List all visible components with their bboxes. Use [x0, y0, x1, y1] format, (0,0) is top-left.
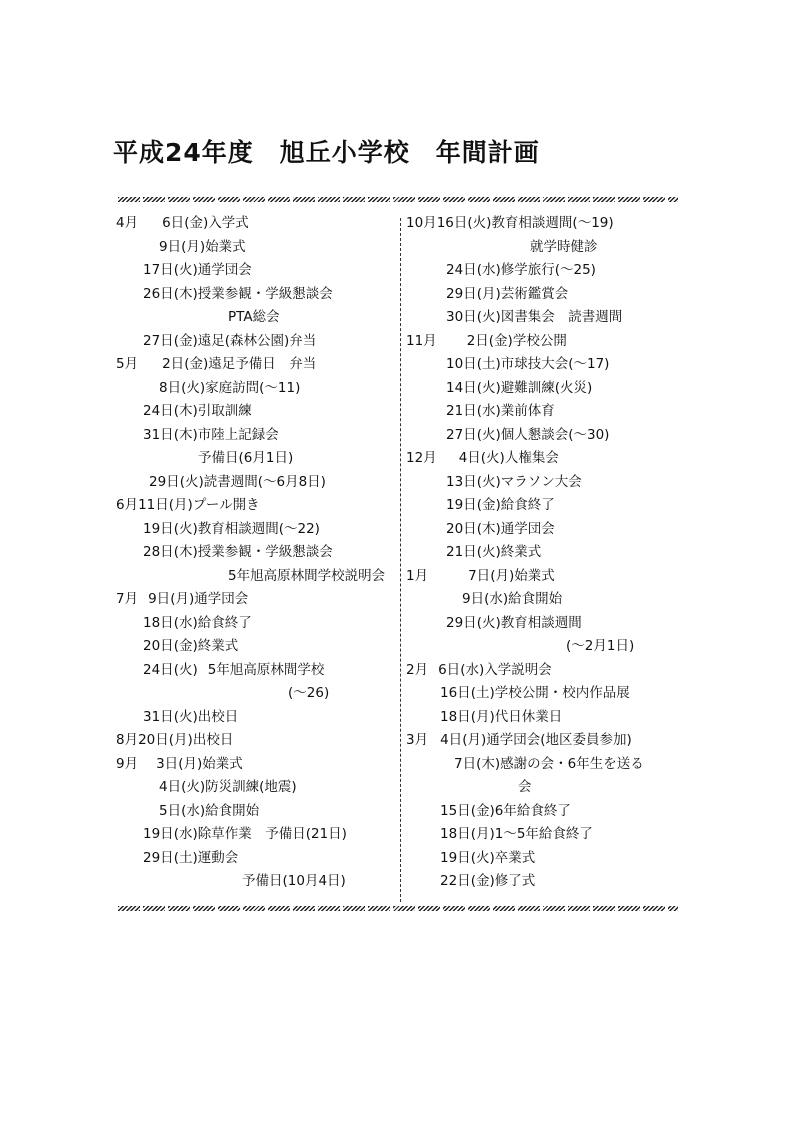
event: 終業式	[500, 544, 542, 560]
event: 代日休業日	[494, 708, 563, 725]
day: 4日	[440, 732, 463, 748]
schedule-line	[406, 212, 614, 236]
event: マラソン大会	[500, 473, 582, 490]
day: 31日	[143, 426, 174, 443]
schedule-line	[406, 447, 559, 471]
event: 始業式	[205, 238, 246, 255]
schedule-line	[143, 659, 324, 683]
day: 10日	[446, 356, 477, 372]
day: 29日	[149, 473, 180, 490]
day: 2日	[162, 356, 185, 372]
weekday: (火)	[467, 215, 492, 231]
event: 教育相談週間(～22)	[197, 520, 320, 537]
weekday: (月)	[181, 238, 206, 255]
schedule-line	[143, 330, 316, 354]
month: 10月	[406, 215, 437, 231]
event: (～26)	[288, 685, 330, 701]
day: 29日	[446, 285, 477, 302]
schedule-line	[406, 565, 555, 589]
event: 5年旭高原林間学校	[207, 661, 325, 678]
schedule-line	[228, 306, 280, 330]
day: 18日	[440, 826, 471, 842]
month: 11月	[406, 332, 437, 349]
day: 18日	[143, 614, 174, 631]
day: 30日	[446, 309, 477, 325]
event: 業前体育	[500, 403, 555, 419]
schedule-line	[143, 400, 252, 424]
schedule-line	[440, 847, 535, 871]
weekday: (水)	[181, 802, 206, 819]
event: 通学団会	[197, 262, 252, 278]
schedule-line	[530, 236, 598, 260]
event: 就学時健診	[530, 238, 598, 255]
weekday: (月)	[462, 732, 487, 748]
month: 3月	[406, 732, 429, 748]
weekday: (月)	[490, 567, 515, 584]
event: 図書集会 読書週間	[500, 309, 623, 325]
event: 家庭訪問(～11)	[205, 379, 301, 396]
schedule-line	[143, 541, 333, 565]
day: 24日	[143, 403, 174, 419]
event: 人権集会	[504, 450, 559, 466]
event: 修了式	[494, 873, 536, 889]
weekday: (火)	[173, 262, 198, 278]
day: 19日	[143, 520, 174, 537]
day: 7日	[468, 567, 491, 584]
weekday: (月)	[168, 497, 193, 513]
month: 8月	[116, 732, 139, 748]
event: 教育相談週間(～19)	[491, 215, 614, 231]
weekday: (木)	[173, 426, 198, 443]
day: 7日	[454, 755, 477, 772]
day: 14日	[446, 379, 477, 396]
weekday: (火)	[476, 473, 501, 490]
schedule-line	[406, 729, 632, 753]
day: 19日	[446, 497, 477, 513]
weekday: (火)	[476, 426, 501, 443]
event: 給食終了	[500, 497, 555, 513]
schedule-line	[440, 800, 571, 824]
month: 1月	[406, 567, 429, 584]
weekday: (火)	[476, 309, 501, 325]
event: 出校日	[192, 732, 234, 748]
schedule-line	[446, 377, 592, 401]
day: 20日	[138, 732, 169, 748]
day: 21日	[446, 544, 477, 560]
event: 遠足(森林公園)弁当	[197, 332, 317, 349]
event: 始業式	[202, 755, 243, 772]
weekday: (火)	[179, 473, 204, 490]
weekday: (火)	[476, 614, 501, 631]
day: 17日	[143, 262, 174, 278]
page-title: 平成24年度 旭丘小学校 年間計画	[113, 138, 540, 167]
schedule-line	[143, 847, 238, 871]
event: 学校公開	[512, 332, 567, 349]
event: (～2月1日)	[566, 638, 635, 654]
day: 6日	[162, 215, 185, 231]
schedule-line	[116, 753, 243, 777]
event: プール開き	[192, 497, 260, 513]
weekday: (水)	[173, 614, 198, 631]
day: 26日	[143, 285, 174, 302]
event: 予備日(10月4日)	[242, 873, 346, 889]
event: 授業参観・学級懇談会	[197, 544, 333, 560]
day: 6日	[438, 661, 461, 678]
day: 18日	[440, 708, 471, 725]
schedule-line	[446, 259, 596, 283]
weekday: (木)	[476, 520, 501, 537]
weekday: (木)	[173, 544, 198, 560]
schedule-line	[116, 588, 248, 612]
schedule-line	[406, 659, 552, 683]
month: 6月	[116, 497, 139, 513]
day: 9日	[159, 238, 182, 255]
event: 市球技大会(～17)	[500, 356, 610, 372]
weekday: (火)	[173, 661, 198, 678]
event: 遠足予備日 弁当	[208, 356, 317, 372]
schedule-line	[159, 377, 300, 401]
day: 9日	[462, 591, 485, 607]
day: 3日	[156, 755, 179, 772]
weekday: (木)	[173, 285, 198, 302]
schedule-line	[446, 612, 582, 636]
weekday: (金)	[470, 802, 495, 819]
day: 16日	[440, 685, 471, 701]
schedule-line	[242, 870, 346, 894]
month: 5月	[116, 356, 139, 372]
weekday: (土)	[470, 685, 495, 701]
event: 給食開始	[205, 802, 260, 819]
schedule-line	[406, 330, 567, 354]
event: 除草作業 予備日(21日)	[197, 826, 347, 842]
schedule-line	[116, 353, 316, 377]
event: 個人懇談会(～30)	[500, 426, 610, 443]
event: 入学説明会	[484, 661, 552, 678]
column-divider	[400, 218, 401, 902]
day: 19日	[440, 849, 471, 866]
schedule-line	[159, 776, 297, 800]
event: 始業式	[514, 567, 555, 584]
day: 15日	[440, 802, 471, 819]
event: PTA総会	[228, 309, 280, 325]
day: 22日	[440, 873, 471, 889]
schedule-line	[149, 471, 326, 495]
event: 給食開始	[508, 591, 563, 607]
event: 1～5年給食終了	[494, 826, 593, 842]
event: 卒業式	[494, 849, 536, 866]
schedule-line	[143, 706, 238, 730]
event: 6年給食終了	[494, 802, 571, 819]
schedule-line	[440, 682, 630, 706]
schedule-line	[116, 494, 260, 518]
weekday: (月)	[470, 826, 495, 842]
schedule-line	[462, 588, 562, 612]
event: 通学団会(地区委員参加)	[486, 732, 632, 748]
schedule-line	[454, 753, 644, 777]
schedule-line	[446, 283, 568, 307]
schedule-line	[159, 800, 259, 824]
event: 給食終了	[197, 614, 252, 631]
event: 授業参観・学級懇談会	[197, 285, 333, 302]
weekday: (金)	[173, 332, 198, 349]
schedule-line	[143, 612, 252, 636]
weekday: (月)	[178, 755, 203, 772]
day: 27日	[143, 332, 174, 349]
event: 入学式	[208, 215, 249, 231]
event: 通学団会	[500, 520, 555, 537]
schedule-line	[566, 635, 634, 659]
schedule-line	[440, 706, 562, 730]
event: 終業式	[197, 638, 239, 654]
event: 修学旅行(～25)	[500, 262, 596, 278]
event: 5年旭高原林間学校説明会	[228, 567, 386, 584]
event: 会	[518, 779, 532, 795]
weekday: (火)	[181, 779, 206, 795]
weekday: (火)	[476, 379, 501, 396]
month: 9月	[116, 755, 139, 772]
schedule-line	[446, 353, 609, 377]
event: 学校公開・校内作品展	[494, 685, 630, 701]
top-rule	[118, 197, 678, 202]
schedule-line	[143, 259, 252, 283]
weekday: (金)	[470, 873, 495, 889]
day: 8日	[159, 379, 182, 396]
event: 読書週間(～6月8日)	[203, 473, 326, 490]
schedule-line	[440, 870, 535, 894]
schedule-line	[159, 236, 246, 260]
weekday: (金)	[184, 356, 209, 372]
schedule-line	[446, 471, 582, 495]
weekday: (火)	[470, 849, 495, 866]
day: 24日	[446, 262, 477, 278]
day: 28日	[143, 544, 174, 560]
month: 2月	[406, 661, 429, 678]
day: 5日	[159, 802, 182, 819]
day: 19日	[143, 826, 174, 842]
event: 市陸上記録会	[197, 426, 279, 443]
day: 11日	[138, 497, 169, 513]
schedule-line	[288, 682, 329, 706]
event: 防災訓練(地震)	[205, 779, 297, 795]
weekday: (月)	[168, 732, 193, 748]
weekday: (火)	[181, 379, 206, 396]
weekday: (金)	[184, 215, 209, 231]
event: 感謝の会・6年生を送る	[500, 755, 644, 772]
schedule-line	[446, 400, 555, 424]
schedule-line	[446, 518, 555, 542]
schedule-line	[198, 447, 293, 471]
schedule-line	[446, 541, 541, 565]
day: 29日	[446, 614, 477, 631]
weekday: (金)	[173, 638, 198, 654]
day: 4日	[159, 779, 182, 795]
day: 4日	[458, 450, 481, 466]
schedule-line	[518, 776, 532, 800]
day: 16日	[436, 215, 468, 231]
day: 20日	[143, 638, 174, 654]
event: 芸術鑑賞会	[500, 285, 569, 302]
weekday: (火)	[476, 544, 501, 560]
event: 避難訓練(火災)	[500, 379, 593, 396]
schedule-line	[446, 306, 622, 330]
day: 31日	[143, 708, 174, 725]
event: 通学団会	[194, 591, 249, 607]
weekday: (木)	[173, 403, 198, 419]
weekday: (水)	[460, 661, 485, 678]
weekday: (火)	[173, 708, 198, 725]
weekday: (火)	[480, 450, 505, 466]
schedule-line	[143, 518, 320, 542]
schedule-line	[446, 424, 609, 448]
day: 29日	[143, 849, 174, 866]
schedule-line	[143, 823, 347, 847]
schedule-line	[143, 283, 333, 307]
weekday: (月)	[476, 285, 501, 302]
weekday: (月)	[170, 591, 195, 607]
event: 引取訓練	[197, 403, 252, 419]
schedule-line	[116, 212, 249, 236]
event: 教育相談週間	[500, 614, 582, 631]
bottom-rule	[118, 906, 678, 911]
month: 12月	[406, 450, 437, 466]
schedule-line	[116, 729, 233, 753]
event: 予備日(6月1日)	[198, 450, 294, 466]
schedule-line	[446, 494, 555, 518]
weekday: (金)	[488, 332, 513, 349]
schedule-line	[228, 565, 385, 589]
weekday: (土)	[476, 356, 501, 372]
day: 21日	[446, 403, 477, 419]
day: 27日	[446, 426, 477, 443]
schedule-line	[143, 424, 279, 448]
weekday: (金)	[476, 497, 501, 513]
event: 出校日	[197, 708, 239, 725]
weekday: (木)	[476, 755, 501, 772]
schedule-line	[440, 823, 593, 847]
day: 20日	[446, 520, 477, 537]
weekday: (水)	[476, 403, 501, 419]
weekday: (土)	[173, 849, 198, 866]
day: 9日	[148, 591, 171, 607]
weekday: (水)	[173, 826, 198, 842]
weekday: (水)	[484, 591, 509, 607]
schedule-line	[143, 635, 238, 659]
day: 24日	[143, 661, 174, 678]
day: 13日	[446, 473, 477, 490]
month: 4月	[116, 215, 139, 231]
weekday: (水)	[476, 262, 501, 278]
day: 2日	[466, 332, 489, 349]
month: 7月	[116, 591, 139, 607]
event: 運動会	[197, 849, 239, 866]
weekday: (月)	[470, 708, 495, 725]
weekday: (火)	[173, 520, 198, 537]
